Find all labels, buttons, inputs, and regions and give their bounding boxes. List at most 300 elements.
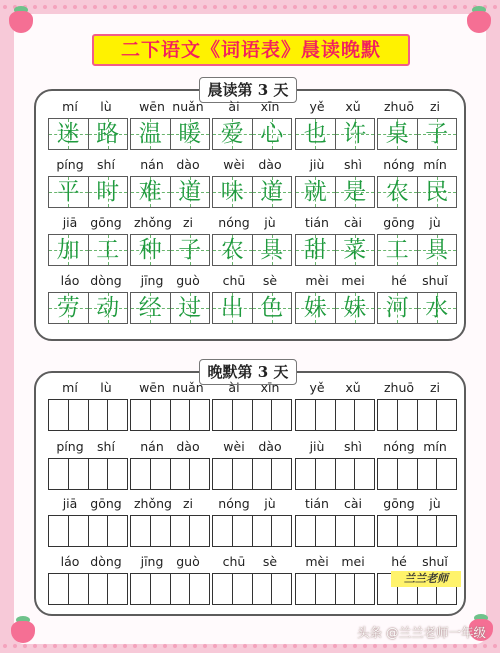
pinyin-syllable: láo: [60, 273, 80, 288]
pinyin-syllable: zi: [182, 496, 194, 511]
hanzi-character: 难: [138, 179, 162, 205]
tianzige-square: [418, 119, 457, 149]
tianzige-square: [213, 293, 253, 323]
tianzige-square: [131, 293, 171, 323]
pinyin-label: [130, 215, 210, 233]
hanzi-character: 温: [138, 121, 162, 147]
pinyin-label: [377, 273, 457, 291]
pinyin-syllable: nóng: [383, 157, 415, 172]
pinyin-syllable: shí: [97, 439, 115, 454]
tianzige-square: [296, 293, 336, 323]
writing-square[interactable]: [378, 400, 398, 430]
tianzige-box: [130, 234, 210, 266]
strawberry-icon: [464, 4, 494, 34]
writing-square[interactable]: [49, 459, 69, 489]
writing-square[interactable]: [272, 516, 291, 546]
pinyin-syllable: shì: [344, 157, 362, 172]
pinyin-syllable: chū: [222, 273, 246, 288]
hanzi-character: 时: [96, 179, 120, 205]
writing-square[interactable]: [108, 459, 127, 489]
pinyin-label: [377, 496, 457, 514]
page-title: 二下语文《词语表》晨读晚默: [120, 39, 381, 61]
writing-square[interactable]: [272, 459, 291, 489]
writing-square[interactable]: [355, 516, 374, 546]
hanzi-character: 出: [220, 295, 244, 321]
tianzige-square: [171, 235, 210, 265]
writing-box[interactable]: [48, 515, 128, 547]
pinyin-syllable: zhǒng: [134, 215, 172, 230]
writing-square[interactable]: [89, 516, 109, 546]
tianzige-square: [131, 235, 171, 265]
tianzige-square: [418, 177, 457, 207]
writing-square[interactable]: [336, 516, 356, 546]
writing-square[interactable]: [296, 516, 316, 546]
evening-dictation-label: 晚默第 3 天: [199, 359, 297, 385]
hanzi-character: 心: [260, 121, 284, 147]
writing-square[interactable]: [69, 400, 89, 430]
hanzi-character: 农: [220, 237, 244, 263]
writing-square[interactable]: [108, 574, 127, 604]
hanzi-character: 是: [343, 179, 367, 205]
writing-square[interactable]: [171, 400, 191, 430]
writing-square[interactable]: [253, 459, 273, 489]
writing-square[interactable]: [253, 574, 273, 604]
writing-box[interactable]: [377, 515, 457, 547]
teacher-signature: 兰兰老师: [391, 571, 461, 587]
writing-square[interactable]: [296, 400, 316, 430]
writing-square[interactable]: [418, 516, 438, 546]
pinyin-label: [212, 439, 292, 457]
tianzige-square: [296, 119, 336, 149]
title-banner: [92, 34, 410, 66]
tianzige-square: [213, 119, 253, 149]
hanzi-character: 菜: [343, 237, 367, 263]
hanzi-character: 路: [96, 121, 120, 147]
hanzi-character: 劳: [56, 295, 80, 321]
writing-box[interactable]: [130, 458, 210, 490]
writing-square[interactable]: [213, 400, 233, 430]
top-dot-border: [0, 3, 500, 11]
pinyin-syllable: mí: [62, 380, 78, 395]
writing-square[interactable]: [272, 400, 291, 430]
tianzige-square: [49, 293, 89, 323]
pinyin-syllable: dòng: [90, 273, 122, 288]
writing-square[interactable]: [213, 574, 233, 604]
writing-square[interactable]: [418, 400, 438, 430]
pinyin-syllable: tián: [305, 496, 329, 511]
hanzi-character: 妹: [343, 295, 367, 321]
pinyin-syllable: cài: [343, 496, 362, 511]
tianzige-square: [89, 177, 128, 207]
pinyin-label: [377, 380, 457, 398]
writing-square[interactable]: [213, 516, 233, 546]
pinyin-syllable: chū: [222, 554, 246, 569]
pinyin-label: [295, 157, 375, 175]
hanzi-character: 平: [56, 179, 80, 205]
writing-box[interactable]: [48, 458, 128, 490]
bottom-dot-border: [0, 642, 500, 650]
writing-square[interactable]: [190, 459, 209, 489]
pinyin-syllable: hé: [391, 554, 407, 569]
pinyin-syllable: hé: [391, 273, 407, 288]
pinyin-syllable: mèi: [305, 273, 329, 288]
writing-square[interactable]: [171, 574, 191, 604]
pinyin-label: [295, 380, 375, 398]
writing-square[interactable]: [336, 574, 356, 604]
pinyin-syllable: wēn: [139, 99, 165, 114]
tianzige-box: [295, 118, 375, 150]
writing-square[interactable]: [69, 574, 89, 604]
hanzi-character: 也: [303, 121, 327, 147]
hanzi-character: 具: [260, 237, 284, 263]
pinyin-syllable: jù: [264, 215, 276, 230]
writing-square[interactable]: [336, 459, 356, 489]
writing-square[interactable]: [89, 459, 109, 489]
writing-square[interactable]: [398, 400, 418, 430]
hanzi-character: 许: [343, 121, 367, 147]
writing-square[interactable]: [316, 516, 336, 546]
writing-square[interactable]: [272, 574, 291, 604]
tianzige-square: [49, 119, 89, 149]
pinyin-syllable: jiā: [62, 496, 78, 511]
tianzige-box: [295, 176, 375, 208]
writing-box[interactable]: [295, 399, 375, 431]
pinyin-syllable: zi: [429, 380, 441, 395]
pinyin-syllable: mèi: [305, 554, 329, 569]
writing-square[interactable]: [69, 459, 89, 489]
writing-box[interactable]: [295, 573, 375, 605]
pinyin-syllable: jiù: [309, 439, 325, 454]
pinyin-label: [377, 99, 457, 117]
hanzi-character: 味: [220, 179, 244, 205]
writing-square[interactable]: [378, 516, 398, 546]
pinyin-label: [295, 554, 375, 572]
pinyin-label: [48, 157, 128, 175]
writing-square[interactable]: [151, 459, 171, 489]
pinyin-label: [377, 215, 457, 233]
pinyin-label: [377, 157, 457, 175]
writing-square[interactable]: [437, 400, 456, 430]
pinyin-syllable: jù: [429, 215, 441, 230]
writing-square[interactable]: [336, 400, 356, 430]
writing-square[interactable]: [355, 574, 374, 604]
tianzige-square: [171, 119, 210, 149]
pinyin-syllable: jīng: [140, 554, 164, 569]
writing-square[interactable]: [355, 400, 374, 430]
hanzi-character: 道: [260, 179, 284, 205]
pinyin-syllable: shuǐ: [422, 554, 448, 569]
pinyin-label: [295, 496, 375, 514]
pinyin-syllable: zhuō: [383, 380, 415, 395]
tianzige-box: [48, 176, 128, 208]
pinyin-syllable: dào: [176, 157, 200, 172]
pinyin-syllable: shí: [97, 157, 115, 172]
pinyin-syllable: mei: [341, 273, 365, 288]
pinyin-syllable: gōng: [90, 496, 122, 511]
pinyin-syllable: mí: [62, 99, 78, 114]
hanzi-character: 河: [385, 295, 409, 321]
pinyin-label: [130, 496, 210, 514]
pinyin-syllable: ài: [228, 99, 240, 114]
writing-box[interactable]: [212, 515, 292, 547]
tianzige-square: [418, 235, 457, 265]
hanzi-character: 民: [425, 179, 449, 205]
tianzige-square: [171, 293, 210, 323]
pinyin-label: [212, 157, 292, 175]
pinyin-label: [295, 439, 375, 457]
tianzige-square: [89, 235, 128, 265]
tianzige-box: [130, 292, 210, 324]
pinyin-label: [130, 273, 210, 291]
pinyin-syllable: gōng: [383, 496, 415, 511]
pinyin-syllable: ài: [228, 380, 240, 395]
writing-box[interactable]: [295, 458, 375, 490]
pinyin-syllable: dào: [258, 157, 282, 172]
writing-square[interactable]: [378, 459, 398, 489]
writing-square[interactable]: [131, 516, 151, 546]
pinyin-label: [295, 215, 375, 233]
writing-square[interactable]: [171, 516, 191, 546]
pinyin-syllable: wēn: [139, 380, 165, 395]
pinyin-syllable: xīn: [260, 380, 280, 395]
pinyin-syllable: nán: [140, 439, 164, 454]
hanzi-character: 爱: [220, 121, 244, 147]
tianzige-box: [212, 234, 292, 266]
tianzige-square: [336, 235, 375, 265]
pinyin-syllable: píng: [56, 157, 84, 172]
writing-square[interactable]: [296, 459, 316, 489]
writing-square[interactable]: [233, 400, 253, 430]
tianzige-box: [48, 292, 128, 324]
pinyin-label: [48, 554, 128, 572]
pinyin-syllable: guò: [176, 554, 200, 569]
pinyin-label: [212, 496, 292, 514]
tianzige-box: [295, 292, 375, 324]
hanzi-character: 子: [425, 121, 449, 147]
writing-box[interactable]: [130, 573, 210, 605]
tianzige-square: [131, 119, 171, 149]
pinyin-syllable: láo: [60, 554, 80, 569]
writing-square[interactable]: [89, 574, 109, 604]
pinyin-syllable: yě: [309, 380, 325, 395]
pinyin-syllable: jiā: [62, 215, 78, 230]
tianzige-square: [336, 119, 375, 149]
tianzige-square: [253, 177, 292, 207]
pinyin-syllable: nuǎn: [172, 99, 204, 114]
pinyin-syllable: mei: [341, 554, 365, 569]
writing-square[interactable]: [69, 516, 89, 546]
tianzige-square: [89, 293, 128, 323]
pinyin-syllable: lù: [100, 380, 112, 395]
writing-square[interactable]: [131, 459, 151, 489]
tianzige-square: [378, 293, 418, 323]
writing-square[interactable]: [398, 459, 418, 489]
pinyin-syllable: sè: [262, 273, 278, 288]
pinyin-syllable: yě: [309, 99, 325, 114]
pinyin-syllable: nóng: [218, 215, 250, 230]
hanzi-character: 经: [138, 295, 162, 321]
writing-square[interactable]: [233, 516, 253, 546]
hanzi-character: 甜: [303, 237, 327, 263]
writing-square[interactable]: [437, 516, 456, 546]
tianzige-box: [377, 118, 457, 150]
pinyin-syllable: mín: [423, 157, 447, 172]
tianzige-square: [296, 177, 336, 207]
hanzi-character: 过: [178, 295, 202, 321]
tianzige-square: [378, 119, 418, 149]
hanzi-character: 桌: [385, 121, 409, 147]
writing-square[interactable]: [398, 516, 418, 546]
tianzige-box: [212, 118, 292, 150]
hanzi-character: 工: [96, 237, 120, 263]
pinyin-label: [295, 273, 375, 291]
tianzige-box: [130, 176, 210, 208]
writing-square[interactable]: [131, 400, 151, 430]
writing-square[interactable]: [296, 574, 316, 604]
pinyin-syllable: zi: [182, 215, 194, 230]
writing-square[interactable]: [190, 574, 209, 604]
tianzige-box: [377, 292, 457, 324]
pinyin-syllable: cài: [343, 215, 362, 230]
hanzi-character: 动: [96, 295, 120, 321]
writing-square[interactable]: [253, 516, 273, 546]
pinyin-label: [48, 215, 128, 233]
writing-box[interactable]: [48, 573, 128, 605]
writing-square[interactable]: [233, 574, 253, 604]
pinyin-syllable: jù: [429, 496, 441, 511]
writing-square[interactable]: [49, 400, 69, 430]
hanzi-character: 加: [56, 237, 80, 263]
pinyin-label: [212, 99, 292, 117]
pinyin-syllable: dòng: [90, 554, 122, 569]
tianzige-square: [171, 177, 210, 207]
writing-square[interactable]: [108, 400, 127, 430]
tianzige-square: [253, 235, 292, 265]
writing-box[interactable]: [48, 399, 128, 431]
tianzige-square: [89, 119, 128, 149]
writing-box[interactable]: [377, 399, 457, 431]
hanzi-character: 妹: [303, 295, 327, 321]
writing-square[interactable]: [151, 400, 171, 430]
tianzige-square: [378, 235, 418, 265]
writing-box[interactable]: [130, 515, 210, 547]
tianzige-box: [48, 118, 128, 150]
writing-box[interactable]: [130, 399, 210, 431]
pinyin-syllable: jiù: [309, 157, 325, 172]
hanzi-character: 种: [138, 237, 162, 263]
tianzige-square: [49, 235, 89, 265]
pinyin-label: [48, 496, 128, 514]
pinyin-syllable: zhǒng: [134, 496, 172, 511]
watermark: 头条 @兰兰老师一年级: [357, 625, 486, 640]
tianzige-square: [131, 177, 171, 207]
pinyin-label: [377, 554, 457, 572]
writing-box[interactable]: [212, 399, 292, 431]
strawberry-icon: [8, 614, 38, 644]
writing-square[interactable]: [131, 574, 151, 604]
writing-square[interactable]: [316, 400, 336, 430]
tianzige-box: [212, 176, 292, 208]
writing-square[interactable]: [213, 459, 233, 489]
hanzi-character: 暖: [178, 121, 202, 147]
pinyin-label: [212, 554, 292, 572]
pinyin-syllable: nóng: [383, 439, 415, 454]
pinyin-label: [130, 554, 210, 572]
tianzige-square: [296, 235, 336, 265]
tianzige-box: [377, 176, 457, 208]
tianzige-square: [378, 177, 418, 207]
hanzi-character: 工: [385, 237, 409, 263]
pinyin-label: [212, 215, 292, 233]
tianzige-square: [213, 177, 253, 207]
hanzi-character: 具: [425, 237, 449, 263]
tianzige-square: [213, 235, 253, 265]
writing-square[interactable]: [108, 516, 127, 546]
writing-square[interactable]: [316, 574, 336, 604]
writing-square[interactable]: [190, 516, 209, 546]
pinyin-label: [130, 157, 210, 175]
tianzige-square: [336, 293, 375, 323]
morning-reading-label: 晨读第 3 天: [199, 77, 297, 103]
writing-box[interactable]: [212, 573, 292, 605]
hanzi-character: 农: [385, 179, 409, 205]
pinyin-syllable: xīn: [260, 99, 280, 114]
hanzi-character: 就: [303, 179, 327, 205]
writing-square[interactable]: [437, 459, 456, 489]
strawberry-icon: [6, 4, 36, 34]
writing-square[interactable]: [253, 400, 273, 430]
pinyin-syllable: jù: [264, 496, 276, 511]
writing-box[interactable]: [295, 515, 375, 547]
writing-square[interactable]: [418, 459, 438, 489]
pinyin-syllable: shì: [344, 439, 362, 454]
pinyin-label: [130, 380, 210, 398]
writing-box[interactable]: [212, 458, 292, 490]
hanzi-character: 迷: [56, 121, 80, 147]
tianzige-box: [130, 118, 210, 150]
writing-square[interactable]: [151, 574, 171, 604]
pinyin-label: [130, 439, 210, 457]
tianzige-box: [48, 234, 128, 266]
pinyin-syllable: sè: [262, 554, 278, 569]
pinyin-syllable: píng: [56, 439, 84, 454]
pinyin-syllable: nóng: [218, 496, 250, 511]
pinyin-label: [48, 99, 128, 117]
writing-square[interactable]: [49, 574, 69, 604]
pinyin-label: [212, 273, 292, 291]
writing-square[interactable]: [233, 459, 253, 489]
writing-square[interactable]: [49, 516, 69, 546]
pinyin-syllable: nán: [140, 157, 164, 172]
pinyin-syllable: gōng: [90, 215, 122, 230]
pinyin-syllable: xǔ: [345, 99, 361, 114]
tianzige-square: [49, 177, 89, 207]
pinyin-syllable: xǔ: [345, 380, 361, 395]
tianzige-box: [377, 234, 457, 266]
pinyin-syllable: wèi: [223, 439, 245, 454]
writing-square[interactable]: [171, 459, 191, 489]
writing-box[interactable]: [377, 458, 457, 490]
writing-square[interactable]: [316, 459, 336, 489]
writing-square[interactable]: [190, 400, 209, 430]
writing-square[interactable]: [151, 516, 171, 546]
tianzige-square: [336, 177, 375, 207]
writing-square[interactable]: [89, 400, 109, 430]
pinyin-label: [48, 273, 128, 291]
writing-square[interactable]: [355, 459, 374, 489]
pinyin-label: [130, 99, 210, 117]
pinyin-syllable: wèi: [223, 157, 245, 172]
